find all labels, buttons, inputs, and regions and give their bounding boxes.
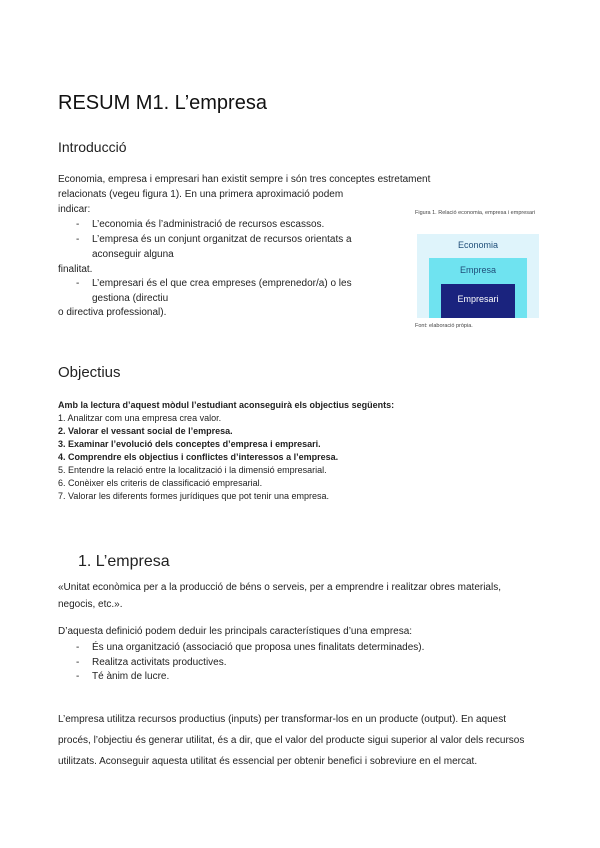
intro-line-3: indicar: — [58, 204, 91, 215]
definition-quote-line-2: negocis, etc.». — [58, 599, 123, 610]
economia-label: Economia — [457, 240, 499, 250]
characteristic-3 — [76, 669, 170, 684]
dash-marker: - — [76, 671, 80, 682]
dash-marker: - — [76, 234, 80, 245]
characteristic-2 — [76, 655, 227, 670]
body-para-line-3: utilitzats. Aconseguir aquesta utilitat és essencial per obtenir benefici i sobreviure en el mercat. — [58, 756, 478, 767]
objective-item-1: 1. Analitzar com una empresa crea valor. — [58, 413, 222, 423]
intro-line-2: relacionats (vegeu figura 1). En una primera aproximació podem — [58, 189, 344, 200]
empresari-box — [441, 284, 515, 318]
objective-item-6: 6. Conèixer els criteris de classificació empresarial. — [58, 478, 263, 488]
characteristics-intro: D’aquesta definició podem deduir les principals característiques d’una empresa: — [58, 626, 413, 637]
empresari-label: Empresari — [457, 294, 499, 304]
intro-bullet-2-text-c: finalitat. — [58, 264, 93, 275]
intro-bullet-3 — [76, 276, 352, 291]
characteristic-1-text: És una organització (associació que proposa unes finalitats determinades). — [92, 642, 425, 653]
body-para-line-1: L’empresa utilitza recursos productius (inputs) per transformar-los en un producte (output). En aquest — [58, 714, 506, 725]
objective-item-3: 3. Examinar l’evolució dels conceptes d’empresa i empresari. — [58, 439, 321, 449]
intro-bullet-2-text-a: L’empresa és un conjunt organitzat de recursos orientats a — [92, 234, 352, 245]
dash-marker: - — [76, 278, 80, 289]
intro-heading: Introducció — [58, 139, 127, 155]
characteristic-3-text: Té ànim de lucre. — [92, 671, 170, 682]
page-title: RESUM M1. L’empresa — [58, 92, 267, 114]
body-para-line-2: procés, l’objectiu és generar utilitat, és a dir, que el valor del producte sigui superior al valor dels recursos — [58, 735, 525, 746]
intro-bullet-3-text-a: L’empresari és el que crea empreses (emprenedor/a) o les — [92, 278, 352, 289]
intro-bullet-1 — [76, 217, 325, 232]
section-1-heading: 1. L’empresa — [78, 553, 170, 570]
objective-item-7: 7. Valorar les diferents formes jurídiques que pot tenir una empresa. — [58, 491, 329, 501]
intro-bullet-2 — [76, 232, 352, 247]
objective-item-2: 2. Valorar el vessant social de l’empresa. — [58, 426, 233, 436]
intro-bullet-3-text-b: gestiona (directiu — [92, 293, 169, 304]
intro-bullet-2-text-b: aconseguir alguna — [92, 249, 174, 260]
definition-quote-line-1: «Unitat econòmica per a la producció de béns o serveis, per a emprendre i realitzar obres materials, — [58, 582, 501, 593]
figure-caption: Figura 1. Relació economia, empresa i empresari — [415, 210, 536, 216]
intro-line-1: Economia, empresa i empresari han existit sempre i són tres conceptes estretament — [58, 174, 431, 185]
intro-bullet-1-text: L’economia és l’administració de recursos escassos. — [92, 219, 325, 230]
objectius-heading: Objectius — [58, 364, 121, 381]
dash-marker: - — [76, 642, 80, 653]
figure-source: Font: elaboració pròpia. — [415, 323, 473, 329]
empresa-label: Empresa — [459, 265, 496, 275]
objective-item-5: 5. Entendre la relació entre la localització i la dimensió empresarial. — [58, 465, 327, 475]
dash-marker: - — [76, 657, 80, 668]
objective-item-4: 4. Comprendre els objectius i conflictes d’interessos a l’empresa. — [58, 452, 339, 462]
characteristic-2-text: Realitza activitats productives. — [92, 657, 227, 668]
dash-marker: - — [76, 219, 80, 230]
characteristic-1 — [76, 640, 425, 655]
objectius-intro: Amb la lectura d’aquest mòdul l’estudiant aconseguirà els objectius següents: — [58, 400, 395, 410]
intro-bullet-3-text-c: o directiva professional). — [58, 307, 167, 318]
figure-diagram — [417, 234, 539, 318]
